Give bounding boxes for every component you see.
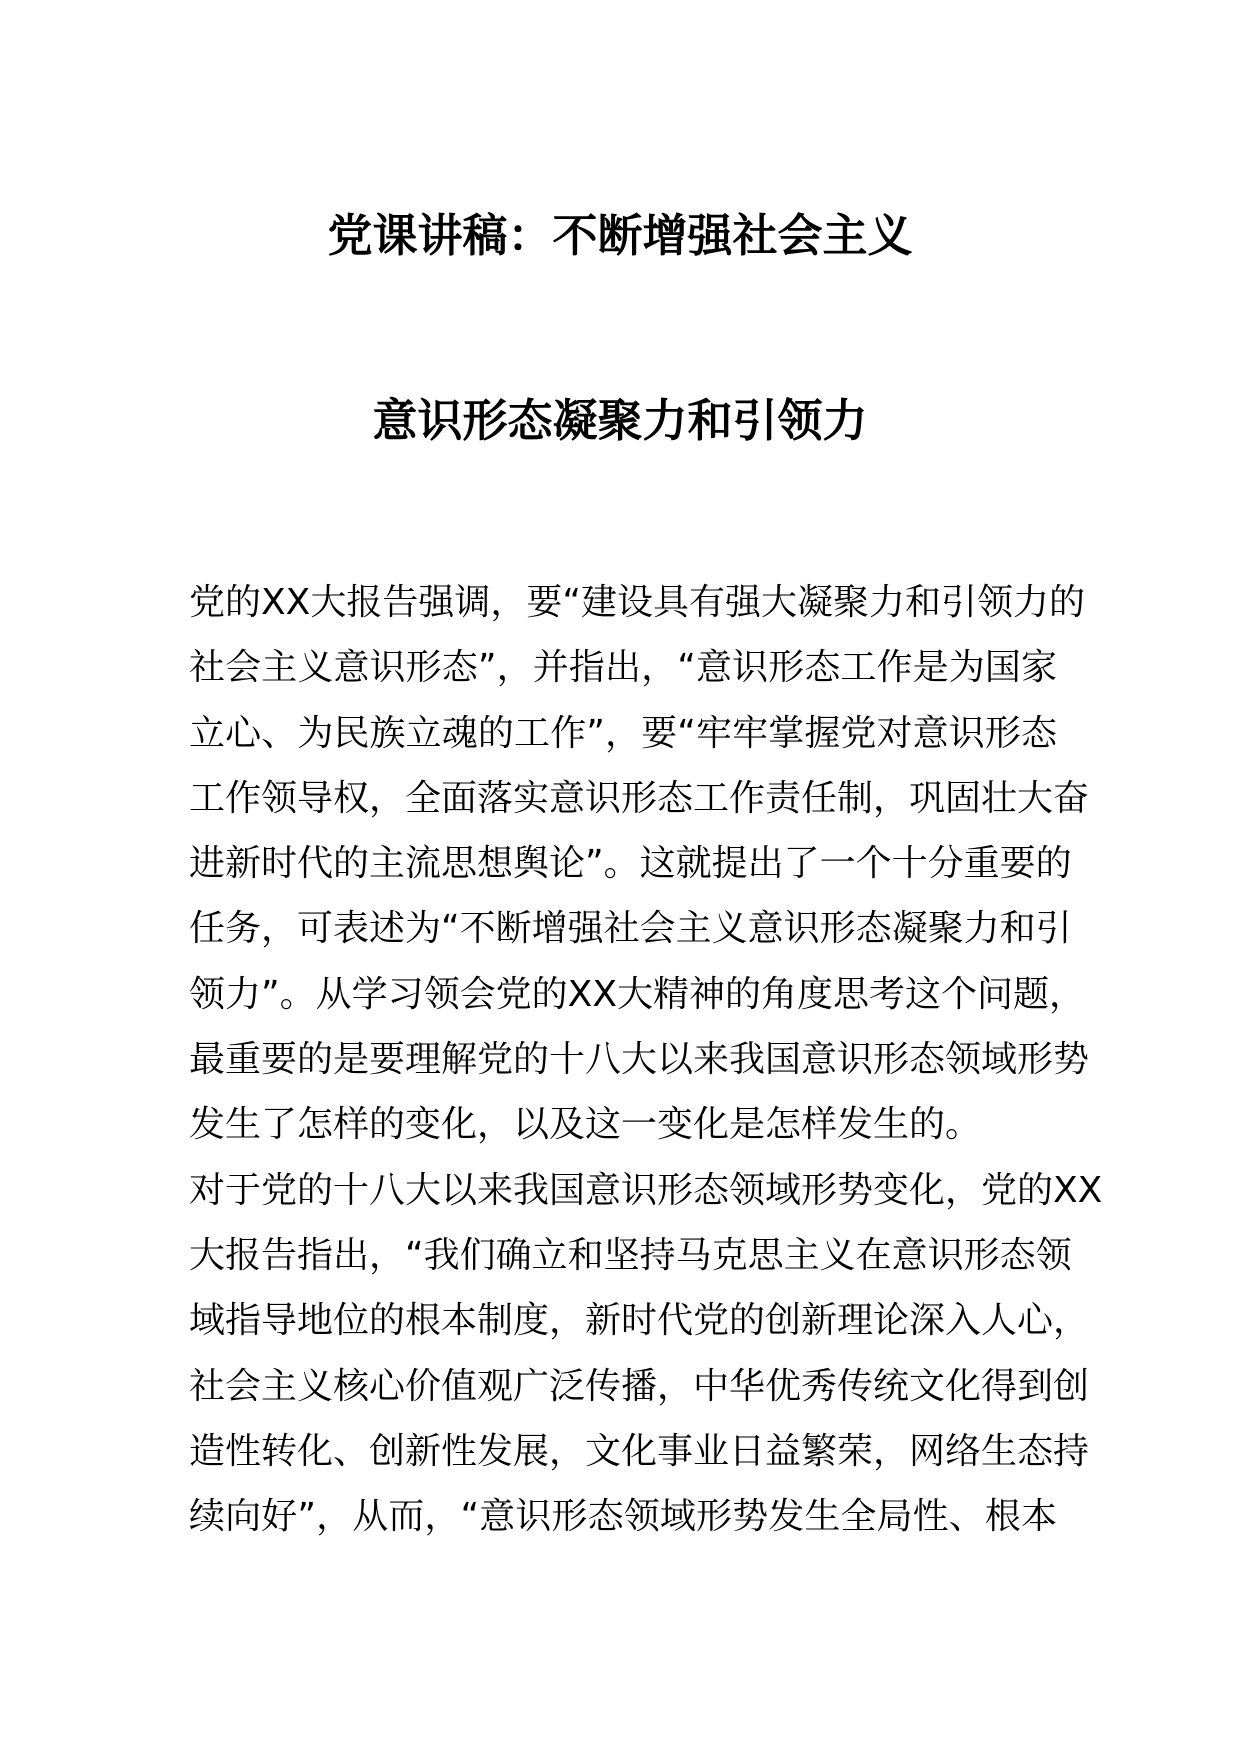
document-title-line-2: 意识形态凝聚力和引领力 [372, 394, 868, 447]
document-body [189, 570, 1103, 1549]
text-line: 域指导地位的根本制度，新时代党的创新理论深入人心， [189, 1300, 1090, 1342]
paragraph-1 [189, 570, 1090, 1158]
text-line: 任务，可表述为“不断增强社会主义意识形态凝聚力和引 [189, 908, 1072, 950]
paragraph-2 [189, 1158, 1103, 1550]
text-line: 社会主义意识形态”，并指出，“意识形态工作是为国家 [189, 647, 1057, 689]
text-line: 最重要的是要理解党的十八大以来我国意识形态领域形势 [189, 1039, 1090, 1081]
text-line: 社会主义核心价值观广泛传播，中华优秀传统文化得到创 [189, 1365, 1090, 1407]
text-line: 发生了怎样的变化，以及这一变化是怎样发生的。 [189, 1104, 982, 1146]
text-line: 进新时代的主流思想舆论”。这就提出了一个十分重要的 [189, 843, 1072, 885]
text-line: 续向好”，从而，“意识形态领域形势发生全局性、根本 [189, 1496, 1057, 1538]
text-line: 造性转化、创新性发展，文化事业日益繁荣，网络生态持 [189, 1430, 1090, 1472]
text-line: 领力”。从学习领会党的XX大精神的角度思考这个问题， [189, 973, 1085, 1015]
text-line: 工作领导权，全面落实意识形态工作责任制，巩固壮大奋 [189, 777, 1090, 819]
text-line: 党的XX大报告强调，要“建设具有强大凝聚力和引领力的 [189, 582, 1085, 623]
text-line: 立心、为民族立魂的工作”，要“牢牢掌握党对意识形态 [189, 712, 1057, 754]
text-line: 对于党的十八大以来我国意识形态领域形势变化，党的XX [189, 1169, 1103, 1211]
text-line: 大报告指出，“我们确立和坚持马克思主义在意识形态领 [189, 1234, 1072, 1276]
document-title-line-1: 党课讲稿：不断增强社会主义 [327, 209, 913, 262]
